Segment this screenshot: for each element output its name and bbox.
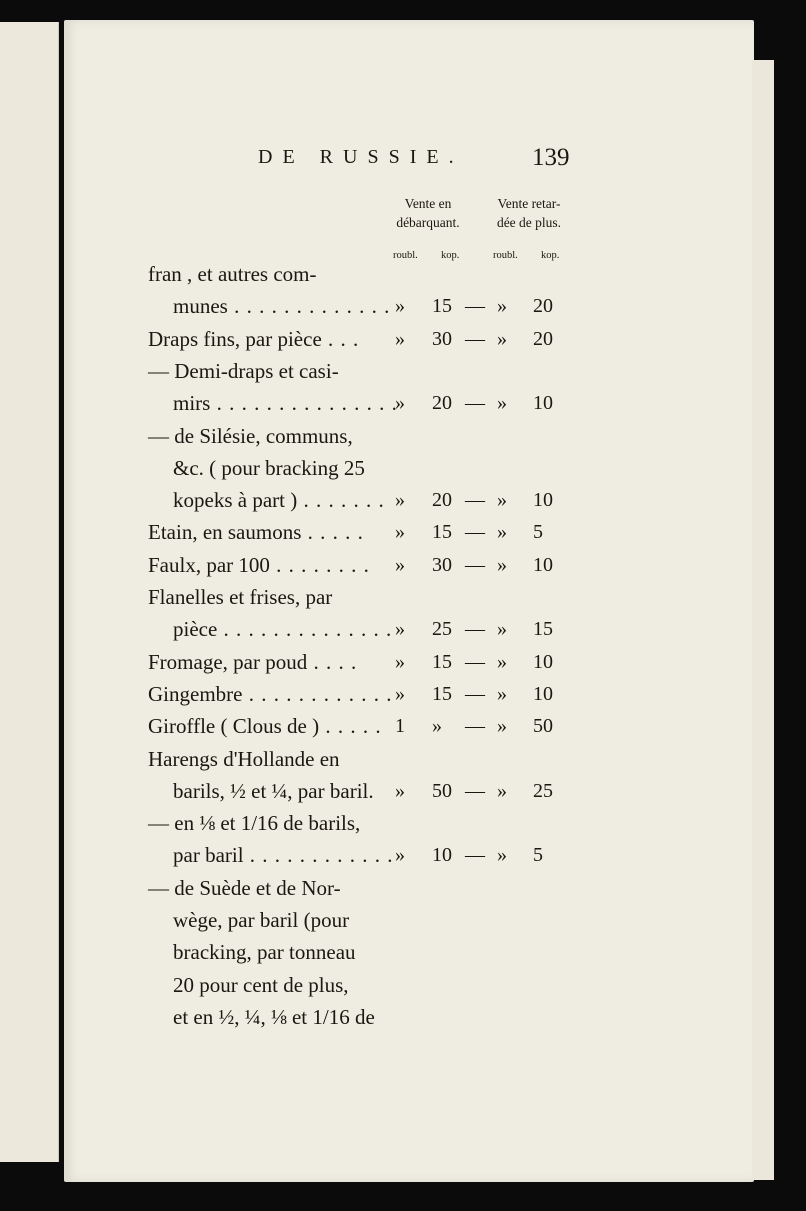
roubl-value-later: » bbox=[497, 650, 507, 673]
unit-kop: kop. bbox=[441, 250, 460, 261]
dash: — bbox=[465, 715, 485, 738]
roubl-value: » bbox=[395, 844, 405, 867]
item-text: par baril bbox=[173, 843, 244, 868]
dash: — bbox=[465, 327, 485, 350]
roubl-value: » bbox=[395, 779, 405, 802]
kop-value: 15 bbox=[432, 295, 452, 318]
kop-value-later: 20 bbox=[533, 295, 553, 318]
unit-kop: kop. bbox=[541, 250, 560, 261]
table-row bbox=[0, 904, 806, 936]
leader-dots: . . . . . bbox=[301, 520, 364, 545]
roubl-value-later: » bbox=[497, 392, 507, 415]
kop-value-later: 25 bbox=[533, 779, 553, 802]
roubl-value-later: » bbox=[497, 618, 507, 641]
kop-value-later: 5 bbox=[533, 844, 543, 867]
item-text: barils, ½ et ¼, par baril. bbox=[173, 778, 374, 803]
dash: — bbox=[465, 553, 485, 576]
kop-value: 50 bbox=[432, 779, 452, 802]
item-label bbox=[148, 323, 359, 355]
column-header-line: Vente retar- bbox=[497, 196, 561, 211]
unit-roubl: roubl. bbox=[493, 250, 518, 261]
page-number: 139 bbox=[532, 144, 570, 171]
roubl-value-later: » bbox=[497, 553, 507, 576]
table-row bbox=[0, 549, 806, 581]
item-text: bracking, par tonneau bbox=[173, 940, 356, 965]
item-text: pièce bbox=[173, 617, 218, 642]
item-text: Fromage, par poud bbox=[148, 649, 308, 674]
dash: — bbox=[465, 844, 485, 867]
table-row bbox=[0, 646, 806, 678]
kop-value-later: 10 bbox=[533, 489, 553, 512]
item-label bbox=[173, 1001, 375, 1033]
table-row bbox=[0, 839, 806, 871]
item-label bbox=[173, 904, 349, 936]
table-row bbox=[0, 807, 806, 839]
kop-value: 20 bbox=[432, 489, 452, 512]
table-row bbox=[0, 420, 806, 452]
table-row bbox=[0, 710, 806, 742]
dash: — bbox=[465, 682, 485, 705]
item-text: Etain, en saumons bbox=[148, 520, 302, 545]
item-label bbox=[148, 646, 357, 678]
item-label bbox=[148, 807, 360, 839]
kop-value-later: 10 bbox=[533, 553, 553, 576]
dash: — bbox=[465, 392, 485, 415]
roubl-value-later: » bbox=[497, 715, 507, 738]
item-text: mirs bbox=[173, 391, 211, 416]
item-label bbox=[173, 290, 390, 322]
item-label bbox=[148, 516, 364, 548]
table-row bbox=[0, 743, 806, 775]
table-row bbox=[0, 613, 806, 645]
kop-value-later: 5 bbox=[533, 521, 543, 544]
kop-value: 15 bbox=[432, 682, 452, 705]
item-label bbox=[148, 355, 339, 387]
leader-dots: . . . . . . . . . . . . . . bbox=[217, 617, 393, 642]
dash: — bbox=[465, 489, 485, 512]
kop-value: » bbox=[432, 715, 442, 738]
roubl-value-later: » bbox=[497, 489, 507, 512]
leader-dots: . . . . . . . . . . . . bbox=[242, 681, 393, 706]
roubl-value-later: » bbox=[497, 779, 507, 802]
table-row bbox=[0, 581, 806, 613]
table-row bbox=[0, 355, 806, 387]
roubl-value: » bbox=[395, 682, 405, 705]
roubl-value: » bbox=[395, 650, 405, 673]
leader-dots: . . . . . bbox=[319, 714, 382, 739]
item-label bbox=[173, 839, 394, 871]
item-text: kopeks à part ) bbox=[173, 488, 298, 513]
item-text: fran , et autres com- bbox=[148, 262, 317, 286]
roubl-value-later: » bbox=[497, 327, 507, 350]
leader-dots: . . . . . . . . . . . . bbox=[243, 843, 394, 868]
roubl-value-later: » bbox=[497, 682, 507, 705]
table-row bbox=[0, 1001, 806, 1033]
item-text: — de Suède et de Nor- bbox=[148, 875, 341, 900]
column-header-line: dée de plus. bbox=[496, 215, 562, 230]
item-text: munes bbox=[173, 294, 228, 319]
table-row bbox=[0, 258, 806, 290]
roubl-value: » bbox=[395, 327, 405, 350]
kop-value-later: 20 bbox=[533, 327, 553, 350]
kop-value-later: 10 bbox=[533, 392, 553, 415]
kop-value: 20 bbox=[432, 392, 452, 415]
table-row bbox=[0, 290, 806, 322]
item-text: Draps fins, par pièce bbox=[148, 326, 322, 351]
table-row bbox=[0, 775, 806, 807]
table-row bbox=[0, 936, 806, 968]
column-header-line: Vente en bbox=[404, 196, 452, 211]
roubl-value-later: » bbox=[497, 295, 507, 318]
table-row bbox=[0, 678, 806, 710]
item-label bbox=[173, 484, 385, 516]
roubl-value: » bbox=[395, 553, 405, 576]
item-label bbox=[148, 581, 332, 613]
item-text: &c. ( pour bracking 25 bbox=[173, 455, 365, 480]
item-text: Flanelles et frises, par bbox=[148, 585, 333, 609]
item-text: wège, par baril (pour bbox=[173, 908, 350, 932]
dash: — bbox=[465, 295, 485, 318]
table-row bbox=[0, 323, 806, 355]
item-label bbox=[148, 258, 317, 290]
item-label bbox=[173, 775, 374, 807]
item-label bbox=[173, 452, 365, 484]
item-label bbox=[148, 420, 353, 452]
item-text: Harengs d'Hollande en bbox=[148, 746, 340, 771]
kop-value: 30 bbox=[432, 553, 452, 576]
dash: — bbox=[465, 779, 485, 802]
leader-dots: . . . . . . . . bbox=[269, 552, 370, 577]
column-header-vente-retardee bbox=[476, 194, 582, 232]
item-label bbox=[148, 710, 382, 742]
kop-value-later: 10 bbox=[533, 650, 553, 673]
dash: — bbox=[465, 618, 485, 641]
leader-dots: . . . . . . . . . . . . . . . bbox=[210, 391, 398, 416]
item-text: — Demi-draps et casi- bbox=[148, 358, 339, 383]
item-label bbox=[173, 613, 392, 645]
table-row bbox=[0, 484, 806, 516]
roubl-value: » bbox=[395, 521, 405, 544]
leader-dots: . . . . bbox=[307, 649, 358, 674]
roubl-value-later: » bbox=[497, 844, 507, 867]
item-label bbox=[173, 936, 356, 968]
table-row bbox=[0, 516, 806, 548]
kop-value: 30 bbox=[432, 327, 452, 350]
kop-value: 10 bbox=[432, 844, 452, 867]
table-row bbox=[0, 872, 806, 904]
table-row bbox=[0, 452, 806, 484]
item-text: Gingembre bbox=[148, 681, 243, 706]
unit-roubl: roubl. bbox=[393, 250, 418, 261]
item-text: — en ⅛ et 1/16 de barils, bbox=[148, 811, 361, 836]
roubl-value: » bbox=[395, 618, 405, 641]
item-text: — de Silésie, communs, bbox=[148, 423, 353, 448]
kop-value-later: 50 bbox=[533, 715, 553, 738]
kop-value: 15 bbox=[432, 650, 452, 673]
table-row bbox=[0, 969, 806, 1001]
item-label bbox=[148, 549, 370, 581]
item-label bbox=[148, 872, 341, 904]
leader-dots: . . . bbox=[321, 326, 360, 351]
dash: — bbox=[465, 650, 485, 673]
roubl-value: » bbox=[395, 392, 405, 415]
leader-dots: . . . . . . . bbox=[297, 488, 385, 513]
item-text: 20 pour cent de plus, bbox=[173, 972, 349, 997]
item-label bbox=[173, 387, 398, 419]
running-title: DE RUSSIE. bbox=[258, 146, 464, 168]
kop-value-later: 15 bbox=[533, 618, 553, 641]
roubl-value: 1 bbox=[395, 715, 405, 738]
item-label bbox=[173, 969, 349, 1001]
item-label bbox=[148, 678, 392, 710]
column-header-line: débarquant. bbox=[396, 215, 460, 230]
roubl-value: » bbox=[395, 295, 405, 318]
leader-dots: . . . . . . . . . . . . . bbox=[227, 294, 391, 319]
kop-value: 25 bbox=[432, 618, 452, 641]
kop-value-later: 10 bbox=[533, 682, 553, 705]
item-text: et en ½, ¼, ⅛ et 1/16 de bbox=[173, 1004, 375, 1029]
dash: — bbox=[465, 521, 485, 544]
column-header-vente-debarquant bbox=[390, 194, 466, 232]
item-text: Giroffle ( Clous de ) bbox=[148, 714, 320, 739]
table-row bbox=[0, 387, 806, 419]
item-label bbox=[148, 743, 340, 775]
kop-value: 15 bbox=[432, 521, 452, 544]
roubl-value: » bbox=[395, 489, 405, 512]
roubl-value-later: » bbox=[497, 521, 507, 544]
item-text: Faulx, par 100 bbox=[148, 552, 270, 577]
